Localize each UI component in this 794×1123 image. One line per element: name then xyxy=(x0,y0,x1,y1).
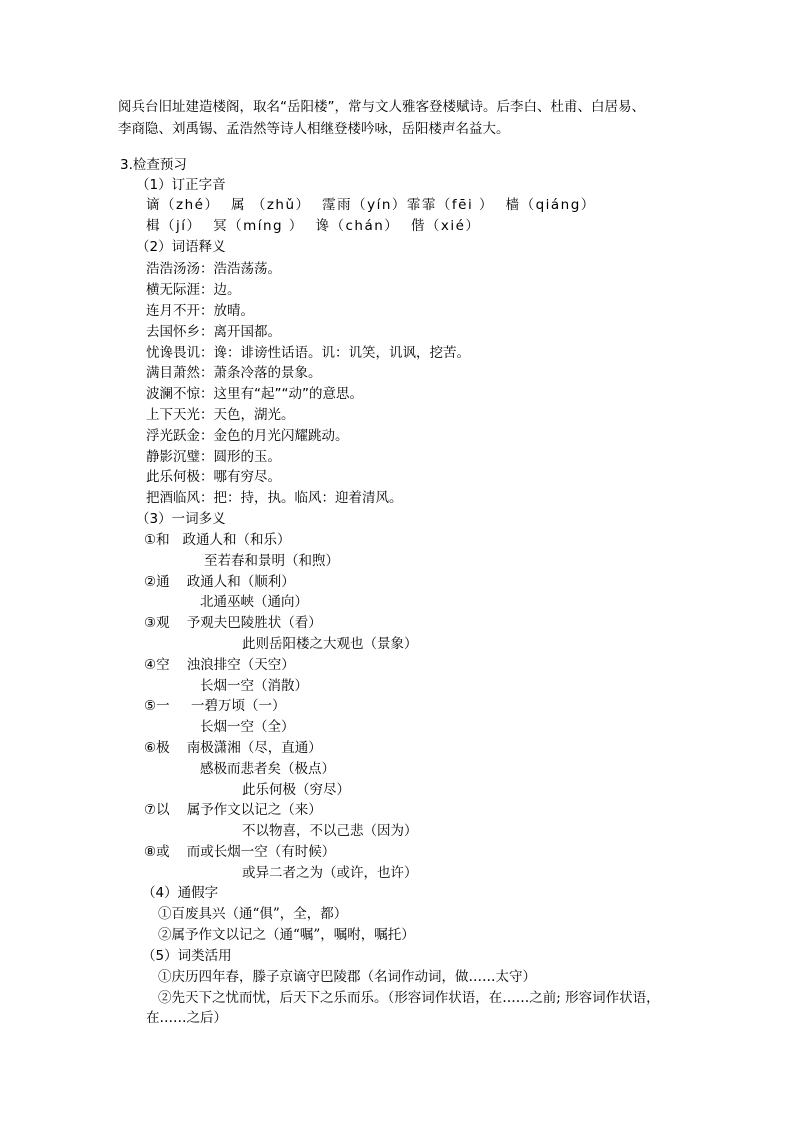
polysemy-line: 长烟一空（全） xyxy=(200,719,295,735)
polysemy-line: ⑤一 一碧万顷（一） xyxy=(144,698,286,714)
pronunciation-row-2: 楫（jí） 冥（míng ） 谗（chán） 偕（xié） xyxy=(146,218,481,234)
polysemy-line: 不以物喜，不以己悲（因为） xyxy=(242,823,418,839)
polysemy-heading: （3）一词多义 xyxy=(136,511,226,527)
vocabulary-item: 静影沉璧：圆形的玉。 xyxy=(146,449,281,465)
cilei-item: ①庆历四年春，滕子京谪守巴陵郡（名词作动词，做……太守） xyxy=(158,969,536,985)
tongjia-item: ②属予作文以记之（通“嘱”，嘱咐，嘱托） xyxy=(158,927,415,943)
pronunciation-heading: （1）订正字音 xyxy=(136,177,226,193)
vocabulary-item: 去国怀乡：离开国都。 xyxy=(146,324,281,340)
polysemy-line: 此乐何极（穷尽） xyxy=(242,782,350,798)
section-3-heading: 3.检查预习 xyxy=(120,157,187,173)
vocabulary-heading: （2）词语释义 xyxy=(136,239,226,255)
polysemy-line: 此则岳阳楼之大观也（景象） xyxy=(242,636,418,652)
cilei-item-continued: 在……之后） xyxy=(146,1010,227,1026)
cilei-item: ②先天下之忧而忧，后天下之乐而乐。（形容词作状语，在……之前; 形容词作状语， xyxy=(158,990,660,1006)
vocabulary-item: 忧谗畏讥：谗：诽谤性话语。讥：讥笑，讥讽，挖苦。 xyxy=(146,345,470,361)
vocabulary-item: 此乐何极：哪有穷尽。 xyxy=(146,469,281,485)
polysemy-line: ⑧或 而或长烟一空（有时候） xyxy=(144,844,336,860)
intro-line-2: 李商隐、刘禹锡、孟浩然等诗人相继登楼吟咏，岳阳楼声名益大。 xyxy=(118,121,510,137)
cilei-heading: （5）词类活用 xyxy=(142,948,232,964)
polysemy-line: ⑥极 南极潇湘（尽，直通） xyxy=(144,740,322,756)
polysemy-line: 感极而悲者矣（极点） xyxy=(200,761,335,777)
polysemy-line: 长烟一空（消散） xyxy=(200,678,308,694)
tongjia-heading: （4）通假字 xyxy=(142,885,219,901)
intro-line-1: 阅兵台旧址建造楼阁，取名“岳阳楼”，常与文人雅客登楼赋诗。后李白、杜甫、白居易、 xyxy=(118,99,645,115)
polysemy-line: ⑦以 属予作文以记之（来） xyxy=(144,802,322,818)
polysemy-line: 或异二者之为（或许，也许） xyxy=(242,865,418,881)
polysemy-line: ④空 浊浪排空（天空） xyxy=(144,657,295,673)
vocabulary-item: 浩浩汤汤：浩浩荡荡。 xyxy=(146,261,281,277)
pronunciation-row-1: 谪（zhé） 属 （zhǔ） 霪雨（yín）霏霏（fēi ） 樯（qiáng） xyxy=(146,197,596,213)
vocabulary-item: 上下天光：天色，湖光。 xyxy=(146,407,295,423)
polysemy-line: ②通 政通人和（顺利） xyxy=(144,574,295,590)
vocabulary-item: 把酒临风：把：持，执。临风：迎着清风。 xyxy=(146,490,403,506)
polysemy-line: 北通巫峡（通向） xyxy=(200,594,308,610)
vocabulary-item: 满目萧然：萧条冷落的景象。 xyxy=(146,365,322,381)
polysemy-line: 至若春和景明（和煦） xyxy=(204,553,339,569)
polysemy-line: ①和 政通人和（和乐） xyxy=(144,532,291,548)
vocabulary-item: 浮光跃金：金色的月光闪耀跳动。 xyxy=(146,428,349,444)
vocabulary-item: 连月不开：放晴。 xyxy=(146,303,254,319)
polysemy-line: ③观 予观夫巴陵胜状（看） xyxy=(144,615,322,631)
vocabulary-item: 波澜不惊：这里有“起”“动”的意思。 xyxy=(146,386,363,402)
tongjia-item: ①百废具兴（通“俱”，全，都） xyxy=(158,906,348,922)
vocabulary-item: 横无际涯：边。 xyxy=(146,282,241,298)
